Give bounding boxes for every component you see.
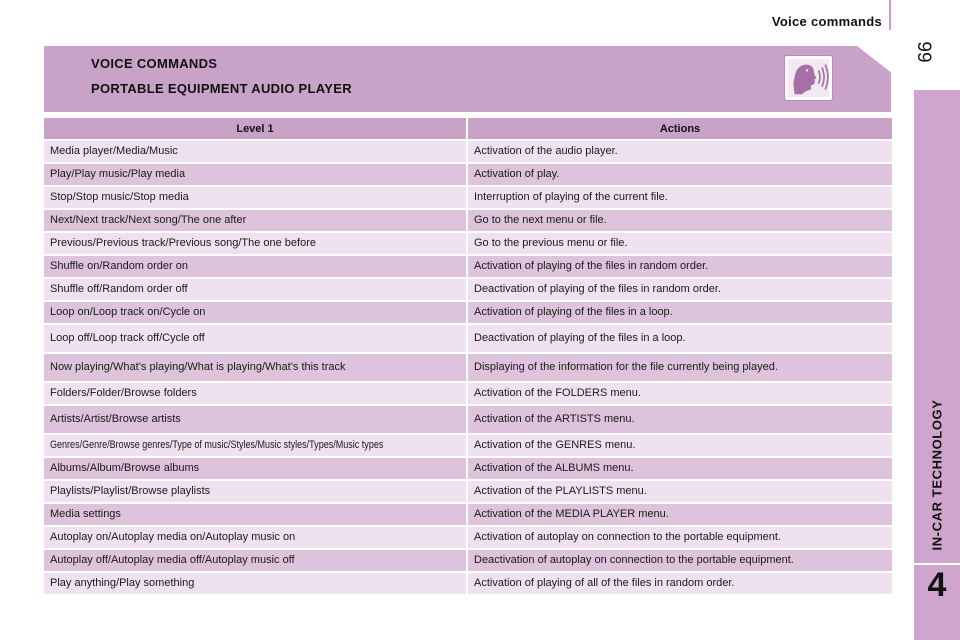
command-cell: Loop off/Loop track off/Cycle off [44, 325, 468, 352]
action-cell: Interruption of playing of the current file. [468, 187, 892, 208]
table-row [44, 302, 892, 323]
speaking-head-icon [784, 55, 833, 101]
action-cell: Activation of the ARTISTS menu. [468, 406, 892, 433]
action-cell: Activation of play. [468, 164, 892, 185]
command-cell: Albums/Album/Browse albums [44, 458, 468, 479]
table-row [44, 325, 892, 352]
table-row [44, 141, 892, 162]
table-row [44, 550, 892, 571]
action-cell: Deactivation of playing of the files in random order. [468, 279, 892, 300]
action-cell: Displaying of the information for the file currently being played. [468, 354, 892, 381]
action-cell: Activation of playing of the files in a loop. [468, 302, 892, 323]
section-subtitle: PORTABLE EQUIPMENT AUDIO PLAYER [91, 81, 352, 96]
table-row [44, 187, 892, 208]
action-cell: Activation of autoplay on connection to the portable equipment. [468, 527, 892, 548]
chapter-side-tab [914, 90, 960, 640]
action-cell: Deactivation of autoplay on connection to the portable equipment. [468, 550, 892, 571]
command-cell: Shuffle off/Random order off [44, 279, 468, 300]
command-cell: Autoplay off/Autoplay media off/Autoplay music off [44, 550, 468, 571]
action-cell: Activation of the GENRES menu. [468, 435, 892, 456]
chapter-title-text: IN-CAR TECHNOLOGY [929, 399, 945, 551]
running-head-rule [889, 0, 891, 30]
command-cell: Playlists/Playlist/Browse playlists [44, 481, 468, 502]
action-cell: Activation of the audio player. [468, 141, 892, 162]
command-cell: Folders/Folder/Browse folders [44, 383, 468, 404]
table-row [44, 481, 892, 502]
action-cell: Activation of the MEDIA PLAYER menu. [468, 504, 892, 525]
chapter-side-tab-title [914, 395, 960, 555]
command-cell: Shuffle on/Random order on [44, 256, 468, 277]
column-header-actions: Actions [468, 118, 892, 139]
command-cell: Autoplay on/Autoplay media on/Autoplay music on [44, 527, 468, 548]
command-cell: Media settings [44, 504, 468, 525]
column-header-level-1: Level 1 [44, 118, 468, 139]
command-cell: Artists/Artist/Browse artists [44, 406, 468, 433]
command-cell [44, 435, 468, 456]
table-row [44, 458, 892, 479]
action-cell: Go to the previous menu or file. [468, 233, 892, 254]
command-cell: Loop on/Loop track on/Cycle on [44, 302, 468, 323]
action-cell: Go to the next menu or file. [468, 210, 892, 231]
action-cell: Activation of the FOLDERS menu. [468, 383, 892, 404]
running-head: Voice commands [771, 14, 882, 29]
table-row [44, 527, 892, 548]
table-row [44, 256, 892, 277]
table-row [44, 435, 892, 456]
table-row [44, 210, 892, 231]
action-cell: Activation of playing of the files in random order. [468, 256, 892, 277]
command-cell: Media player/Media/Music [44, 141, 468, 162]
command-cell-text: Genres/Genre/Browse genres/Type of music/Styles/Music styles/Types/Music types [50, 439, 384, 451]
table-row [44, 233, 892, 254]
command-cell: Play/Play music/Play media [44, 164, 468, 185]
action-cell: Deactivation of playing of the files in a loop. [468, 325, 892, 352]
command-cell: Now playing/What’s playing/What is playing/What’s this track [44, 354, 468, 381]
command-cell: Play anything/Play something [44, 573, 468, 594]
command-cell: Next/Next track/Next song/The one after [44, 210, 468, 231]
page-number: 99 [913, 41, 934, 63]
command-cell: Previous/Previous track/Previous song/The one before [44, 233, 468, 254]
table-row [44, 504, 892, 525]
command-cell: Stop/Stop music/Stop media [44, 187, 468, 208]
table-row [44, 279, 892, 300]
action-cell: Activation of the ALBUMS menu. [468, 458, 892, 479]
chapter-number: 4 [927, 566, 947, 604]
table-row [44, 383, 892, 404]
action-cell: Activation of playing of all of the files in random order. [468, 573, 892, 594]
table-row [44, 406, 892, 433]
table-row [44, 354, 892, 381]
voice-commands-table [44, 116, 892, 596]
section-title: VOICE COMMANDS [91, 56, 218, 71]
table-header-row [44, 118, 892, 139]
action-cell: Activation of the PLAYLISTS menu. [468, 481, 892, 502]
table-row [44, 573, 892, 594]
table-row [44, 164, 892, 185]
